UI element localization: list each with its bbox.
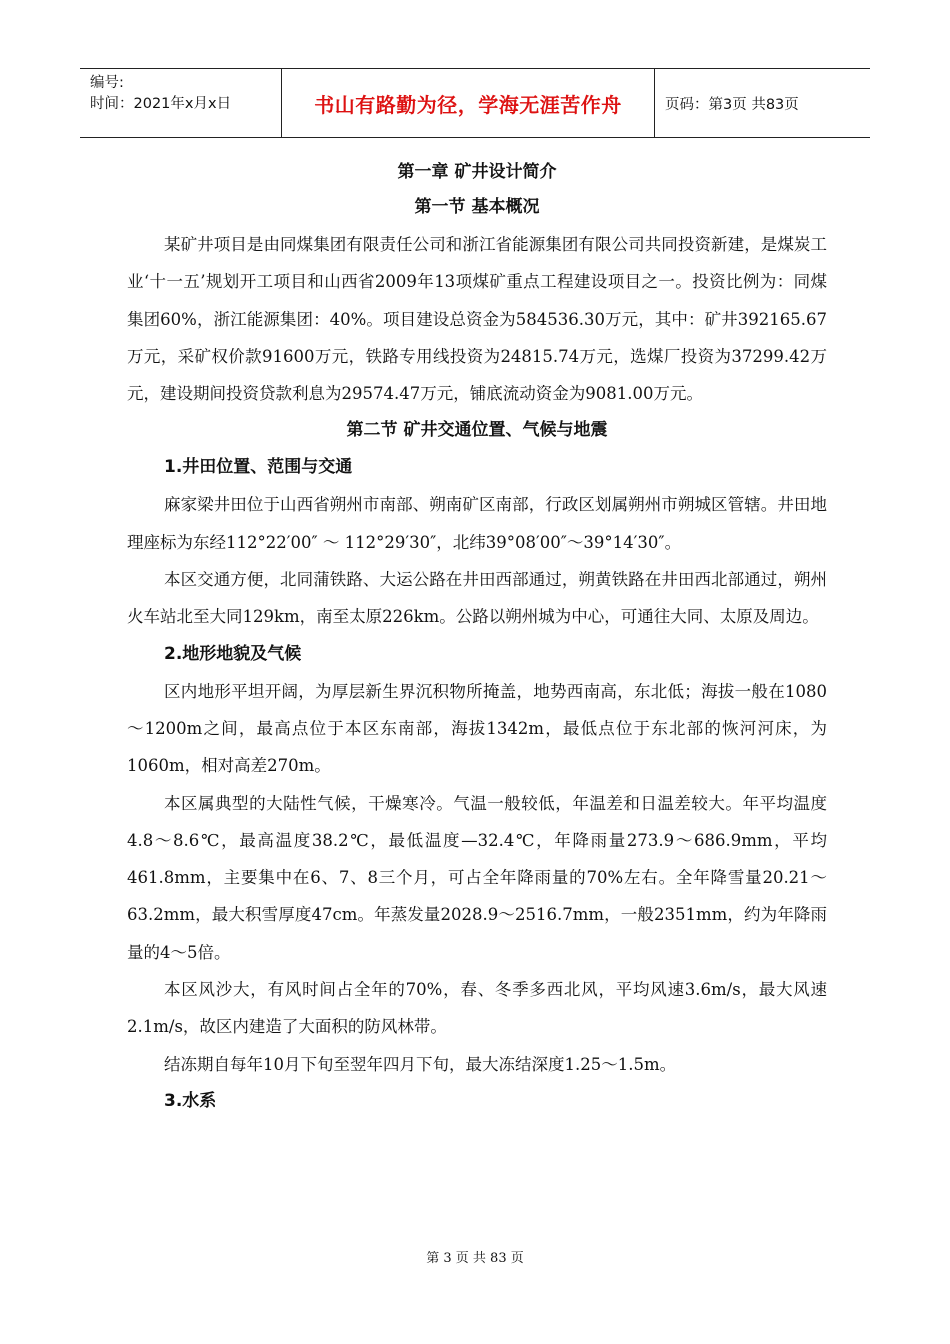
chapter-title: 第一章 矿井设计简介	[397, 162, 557, 182]
document-number-label: 编号:	[90, 75, 124, 91]
body-paragraph: 本区交通方便，北同蒲铁路、大运公路在井田西部通过，朔黄铁路在井田西北部通过，朔州火车站北至大同129km，南至太原226km。公路以朔州城为中心，可通往大同、太原及周边。	[127, 570, 827, 627]
header-meta	[80, 69, 282, 137]
document-body	[127, 156, 827, 1120]
header-motto: 书山有路勤为径，学海无涯苦作舟	[282, 69, 655, 137]
body-paragraph: 区内地形平坦开阔，为厚层新生界沉积物所掩盖，地势西南高，东北低；海拔一般在1080～1200m之间，最高点位于本区东南部，海拔1342m，最低点位于东北部的恢河河床，为1060m，相对高差270m。	[127, 681, 827, 776]
body-paragraph: 某矿井项目是由同煤集团有限责任公司和浙江省能源集团有限公司共同投资新建，是煤炭工业‘十一五’规划开工项目和山西省2009年13项煤矿重点工程建设项目之一。投资比例为：同煤集团60%，浙江能源集团：40%。项目建设总资金为584536.30万元，其中：矿井392165.67万元，采矿权价款91600万元，铁路专用线投资为24815.74万元，选煤厂投资为37299.42万元，建设期间投资贷款利息为29574.47万元，铺底流动资金为9081.00万元。	[127, 235, 827, 404]
section-title: 第一节 基本概况	[414, 197, 540, 217]
body-paragraph: 麻家梁井田位于山西省朔州市南部、朔南矿区南部，行政区划属朔州市朔城区管辖。井田地理座标为东经112°22′00″ ～ 112°29′30″，北纬39°08′00″～39°14′30″。	[127, 495, 827, 552]
section-title: 第二节 矿井交通位置、气候与地震	[346, 420, 608, 441]
subsection-heading: 1.井田位置、范围与交通	[164, 457, 353, 478]
page-footer: 第 3 页 共 83 页	[426, 1251, 524, 1266]
subsection-heading: 2.地形地貌及气候	[164, 643, 302, 664]
body-paragraph: 本区属典型的大陆性气候，干燥寒冷。气温一般较低，年温差和日温差较大。年平均温度4.8～8.6℃，最高温度38.2℃，最低温度—32.4℃，年降雨量273.9～686.9mm，平均461.8mm，主要集中在6、7、8三个月，可占全年降雨量的70%左右。全年降雪量20.21～63.2mm，最大积雪厚度47cm。年蒸发量2028.9～2516.7mm，一般2351mm，约为年降雨量的4～5倍。	[127, 793, 827, 962]
header-page-info: 页码：第3页 共83页	[665, 96, 799, 113]
document-date: 时间：2021年x月x日	[90, 96, 232, 112]
subsection-heading: 3.水系	[164, 1090, 217, 1111]
body-paragraph: 本区风沙大，有风时间占全年的70%，春、冬季多西北风，平均风速3.6m/s，最大风速2.1m/s，故区内建造了大面积的防风林带。	[127, 980, 827, 1037]
body-paragraph: 结冻期自每年10月下旬至翌年四月下旬，最大冻结深度1.25～1.5m。	[164, 1054, 677, 1074]
page-header	[80, 68, 870, 138]
